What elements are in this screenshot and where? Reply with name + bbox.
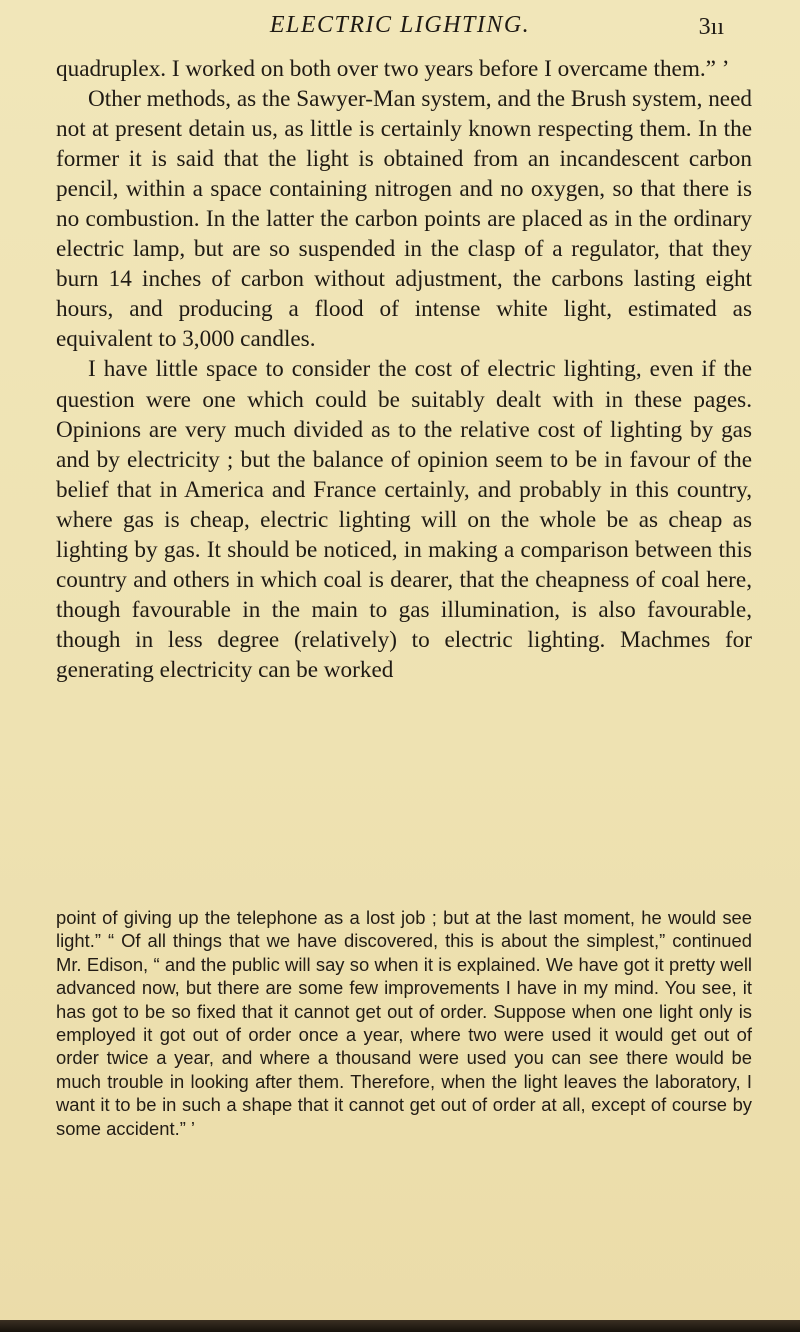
footnote	[56, 906, 752, 1140]
paragraph-cost: I have little space to consider the cost of electric lighting, even if the question were one which could be suitably dealt with in these pages. Opinions are very much divided as to the relative cost of lighting by gas and by electricity ; but the balance of opinion seem to be in favour of the belief that in America and France certainly, and probably in this country, where gas is cheap, electric lighting will on the whole be as cheap as lighting by gas. It should be noticed, in making a comparison between this country and others in which coal is dearer, that the cheapness of coal here, though favourable in the main to gas illumination, is also favourable, though in less degree (relatively) to electric lighting. Machmes for generating electricity can be worked	[56, 356, 752, 683]
running-title: ELECTRIC LIGHTING.	[269, 12, 531, 38]
main-text	[56, 54, 752, 685]
footnote-text: point of giving up the telephone as a lost job ; but at the last moment, he would see light.” “ Of all things that we have discovered, this is about the simplest,” continued Mr. Edison, “ and the public will say so when it is explained. We have got it pretty well advanced now, but there are some few improvements I have in my mind. You see, it has got to be so fixed that it cannot get out of order. Suppose when one light only is employed it got out of order once a year, where two were used it would get out of order twice a year, and where a thousand were used you can see there would be much trouble in looking after them. Therefore, when the light leaves the laboratory, I want it to be in such a shape that it cannot get out of order at all, except of course by some accident.” ’	[56, 907, 752, 1139]
page-bottom-edge	[0, 1320, 800, 1332]
paragraph-other-methods: Other methods, as the Sawyer-Man system, and the Brush system, need not at present detain us, as little is certainly known respecting them. In the former it is said that the light is obtained from an incandescent carbon pencil, within a space containing nitrogen and no oxygen, so that there is no combustion. In the latter the carbon points are placed as in the ordinary electric lamp, but are so suspended in the clasp of a regulator, that they burn 14 inches of carbon without adjustment, the carbons lasting eight hours, and producing a flood of intense white light, estimated as equivalent to 3,000 candles.	[56, 86, 752, 353]
page-number: 3ıı	[698, 14, 724, 40]
page-header	[0, 8, 800, 48]
paragraph-continuation: quadruplex. I worked on both over two years before I overcame them.” ’	[56, 56, 730, 82]
